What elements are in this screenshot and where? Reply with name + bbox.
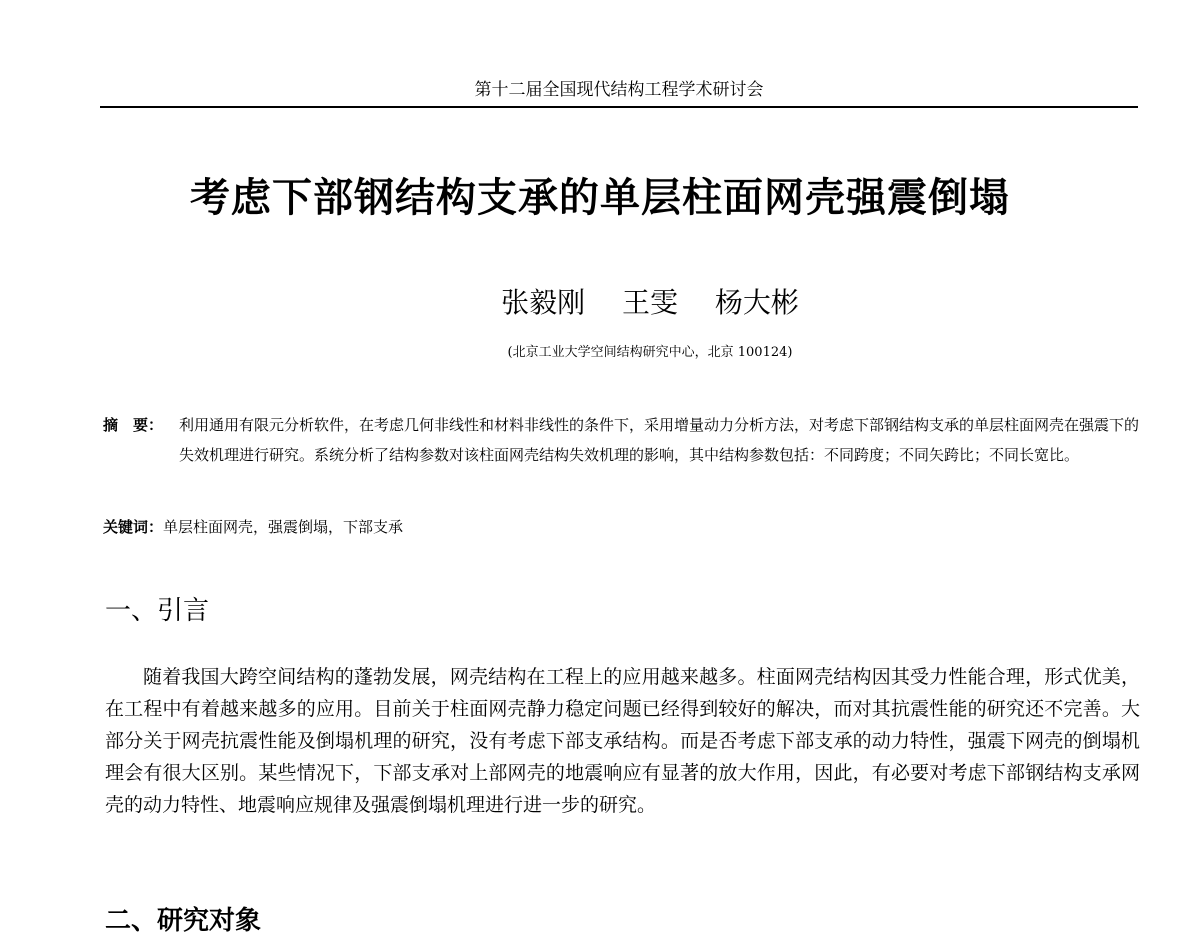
introduction-paragraph: 随着我国大跨空间结构的蓬勃发展，网壳结构在工程上的应用越来越多。柱面网壳结构因其受力性能合理，形式优美，在工程中有着越来越多的应用。目前关于柱面网壳静力稳定问题已经得到较好的解决，而对其抗震性能的研究还不完善。大部分关于网壳抗震性能及倒塌机理的研究，没有考虑下部支承结构。而是否考虑下部支承的动力特性，强震下网壳的倒塌机理会有很大区别。某些情况下，下部支承对上部网壳的地震响应有显著的放大作用，因此，有必要对考虑下部钢结构支承网壳的动力特性、地震响应规律及强震倒塌机理进行进一步的研究。	[105, 666, 1140, 816]
paper-title: 考虑下部钢结构支承的单层柱面网壳强震倒塌	[190, 175, 1010, 221]
affiliation: (北京工业大学空间结构研究中心，北京 100124)	[507, 345, 793, 360]
keywords	[103, 514, 1143, 540]
abstract	[103, 410, 1143, 470]
section-heading-research-object: 二、研究对象	[105, 906, 262, 936]
author-name: 王雯	[621, 286, 678, 319]
author-list	[0, 283, 1200, 323]
keywords-text: 单层柱面网壳，强震倒塌，下部支承	[163, 518, 404, 536]
section-heading-introduction: 一、引言	[105, 596, 210, 626]
author-name: 杨大彬	[714, 286, 799, 319]
abstract-label: 摘 要：	[103, 416, 164, 434]
keywords-label: 关键词：	[103, 518, 164, 536]
header-rule	[100, 106, 1138, 108]
abstract-text: 利用通用有限元分析软件，在考虑几何非线性和材料非线性的条件下，采用增量动力分析方法，对考虑下部钢结构支承的单层柱面网壳在强震下的失效机理进行研究。系统分析了结构参数对该柱面网壳结构失效机理的影响，其中结构参数包括：不同跨度；不同矢跨比；不同长宽比。	[179, 416, 1140, 464]
running-header: 第十二届全国现代结构工程学术研讨会	[474, 80, 764, 100]
author-name: 张毅刚	[501, 286, 586, 319]
